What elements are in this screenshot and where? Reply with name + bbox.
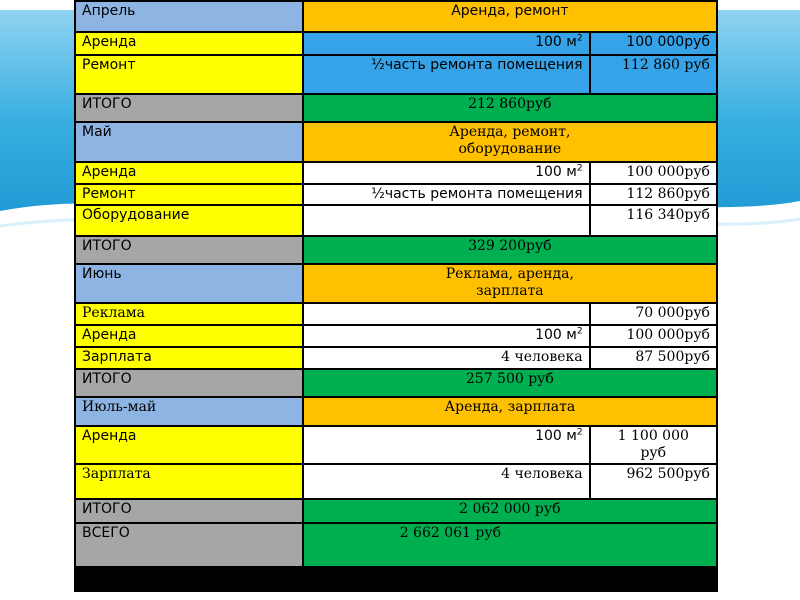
july-may-title-cell: Аренда, зарплата bbox=[304, 398, 716, 425]
june-rent-label: Аренда bbox=[76, 326, 302, 346]
may-repair-row bbox=[76, 185, 716, 204]
april-repair-row bbox=[76, 56, 716, 93]
june-salary-people: 4 человека bbox=[304, 348, 589, 368]
july-may-rent-label: Аренда bbox=[76, 427, 302, 463]
june-salary-row bbox=[76, 348, 716, 368]
grand-total-row bbox=[76, 524, 716, 566]
grand-total-value: 2 662 061 руб bbox=[304, 524, 716, 566]
may-total-label: ИТОГО bbox=[76, 237, 302, 263]
june-rent-cost: 100 000руб bbox=[591, 326, 716, 346]
may-rent-cost: 100 000руб bbox=[591, 163, 716, 183]
june-rent-area: 100 $м^2$ bbox=[304, 326, 589, 346]
june-ads-label: Реклама bbox=[76, 304, 302, 324]
july-may-salary-people: 4 человека bbox=[304, 465, 589, 498]
april-rent-row bbox=[76, 33, 716, 54]
june-total-label: ИТОГО bbox=[76, 370, 302, 396]
june-month-cell: Июнь bbox=[76, 265, 302, 302]
may-repair-desc: ½часть ремонта помещения bbox=[304, 185, 589, 204]
july-may-header-row bbox=[76, 398, 716, 425]
may-rent-label: Аренда bbox=[76, 163, 302, 183]
june-rent-row bbox=[76, 326, 716, 346]
may-header-row bbox=[76, 123, 716, 161]
june-title-cell: Реклама, аренда, зарплата bbox=[304, 265, 716, 302]
june-ads-row bbox=[76, 304, 716, 324]
june-header-row bbox=[76, 265, 716, 302]
april-title-cell: Аренда, ремонт bbox=[304, 2, 716, 31]
july-may-total-row bbox=[76, 500, 716, 522]
may-repair-label: Ремонт bbox=[76, 185, 302, 204]
june-salary-label: Зарплата bbox=[76, 348, 302, 368]
april-header-row bbox=[76, 2, 716, 31]
may-total-row bbox=[76, 237, 716, 263]
may-equipment-desc bbox=[304, 206, 589, 235]
may-month-cell: Май bbox=[76, 123, 302, 161]
may-title-cell: Аренда, ремонт, оборудование bbox=[304, 123, 716, 161]
july-may-rent-area: 100 $м^2$ bbox=[304, 427, 589, 463]
june-total-row bbox=[76, 370, 716, 396]
july-may-rent-cost: 1 100 000 руб bbox=[591, 427, 716, 463]
july-may-salary-cost: 962 500руб bbox=[591, 465, 716, 498]
april-total-value: 212 860руб bbox=[304, 95, 716, 121]
may-rent-area: 100 $м^2$ bbox=[304, 163, 589, 183]
april-rent-cost: 100 000руб bbox=[591, 33, 716, 54]
budget-table bbox=[74, 0, 718, 568]
april-total-label: ИТОГО bbox=[76, 95, 302, 121]
budget-table-container bbox=[74, 0, 718, 592]
july-may-total-value: 2 062 000 руб bbox=[304, 500, 716, 522]
april-rent-area: 100 $м^2$ bbox=[304, 33, 589, 54]
april-total-row bbox=[76, 95, 716, 121]
april-repair-desc: ½часть ремонта помещения bbox=[304, 56, 589, 93]
may-rent-row bbox=[76, 163, 716, 183]
june-salary-cost: 87 500руб bbox=[591, 348, 716, 368]
june-total-value: 257 500 руб bbox=[304, 370, 716, 396]
july-may-rent-row bbox=[76, 427, 716, 463]
april-repair-label: Ремонт bbox=[76, 56, 302, 93]
july-may-salary-label: Зарплата bbox=[76, 465, 302, 498]
may-equipment-cost: 116 340руб bbox=[591, 206, 716, 235]
grand-total-label: ВСЕГО bbox=[76, 524, 302, 566]
june-ads-desc bbox=[304, 304, 589, 324]
may-equipment-label: Оборудование bbox=[76, 206, 302, 235]
june-ads-cost: 70 000руб bbox=[591, 304, 716, 324]
may-equipment-row bbox=[76, 206, 716, 235]
july-may-salary-row bbox=[76, 465, 716, 498]
april-rent-label: Аренда bbox=[76, 33, 302, 54]
may-repair-cost: 112 860руб bbox=[591, 185, 716, 204]
july-may-total-label: ИТОГО bbox=[76, 500, 302, 522]
april-repair-cost: 112 860 руб bbox=[591, 56, 716, 93]
april-month-cell: Апрель bbox=[76, 2, 302, 31]
july-may-month-cell: Июль-май bbox=[76, 398, 302, 425]
may-total-value: 329 200руб bbox=[304, 237, 716, 263]
